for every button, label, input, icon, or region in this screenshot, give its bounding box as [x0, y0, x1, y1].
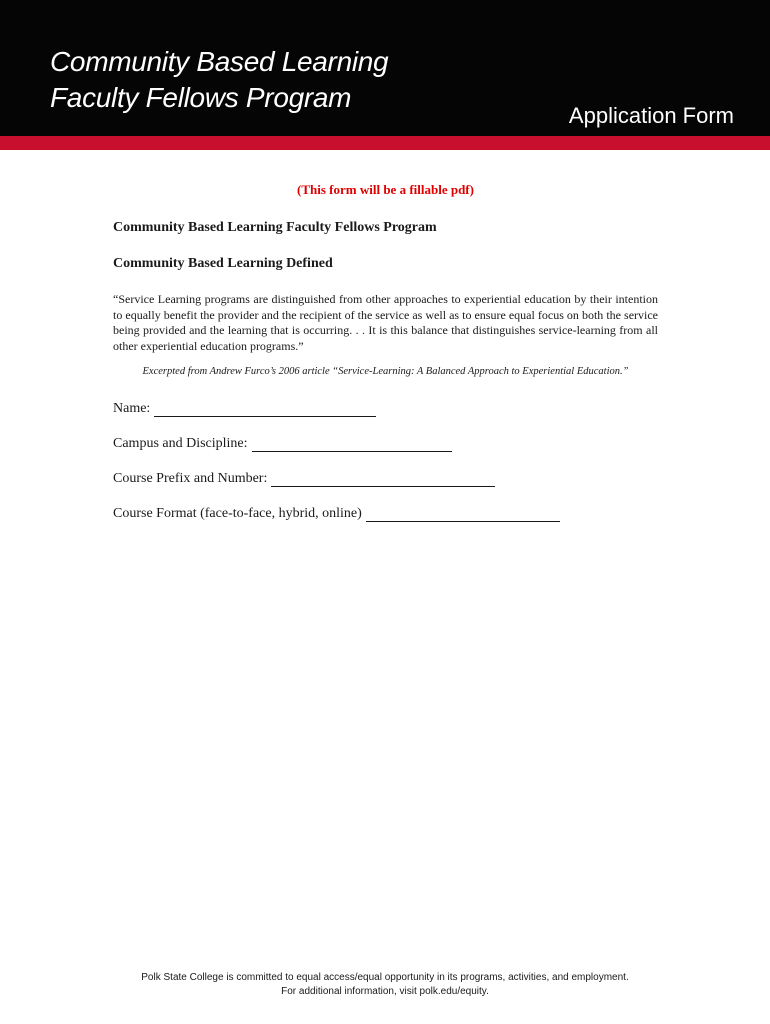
course-prefix-input[interactable] — [271, 472, 495, 487]
application-form-label: Application Form — [568, 103, 734, 128]
program-title-line-1: Community Based Learning — [50, 46, 389, 77]
definition-quote: “Service Learning programs are distinguished from other approaches to experiential education by their intention to equally benefit the provider and the recipient of the service as well as to ensure equal focus on both the service being provided and the learning that is occurring. . . It is this balance that distinguishes service-learning from all other experiential education programs.” — [113, 292, 658, 353]
equal-opportunity-statement: Polk State College is committed to equal access/equal opportunity in its programs, activities, and employment. — [141, 972, 629, 983]
excerpt-citation: Excerpted from Andrew Furco’s 2006 article “Service-Learning: A Balanced Approach to Experiential Education.” — [142, 366, 629, 377]
campus-input[interactable] — [252, 437, 452, 452]
fillable-note: (This form will be a fillable pdf) — [297, 182, 474, 197]
program-title-line-2: Faculty Fellows Program — [50, 82, 352, 113]
name-input[interactable] — [154, 402, 376, 417]
course-format-label: Course Format (face-to-face, hybrid, online) — [113, 506, 362, 521]
equity-info-line: For additional information, visit polk.edu/equity. — [281, 986, 489, 997]
name-label: Name: — [113, 401, 151, 416]
course-prefix-field — [113, 471, 658, 487]
definition-heading: Community Based Learning Defined — [113, 256, 333, 271]
accent-bar — [0, 136, 770, 150]
course-format-field — [113, 506, 658, 522]
course-prefix-label: Course Prefix and Number: — [113, 471, 268, 486]
header-banner — [0, 0, 770, 136]
form-content — [113, 182, 658, 541]
campus-label: Campus and Discipline: — [113, 436, 248, 451]
name-field — [113, 401, 658, 417]
campus-field — [113, 436, 658, 452]
program-heading: Community Based Learning Faculty Fellows Program — [113, 220, 437, 235]
footer — [0, 971, 770, 999]
course-format-input[interactable] — [366, 507, 560, 522]
